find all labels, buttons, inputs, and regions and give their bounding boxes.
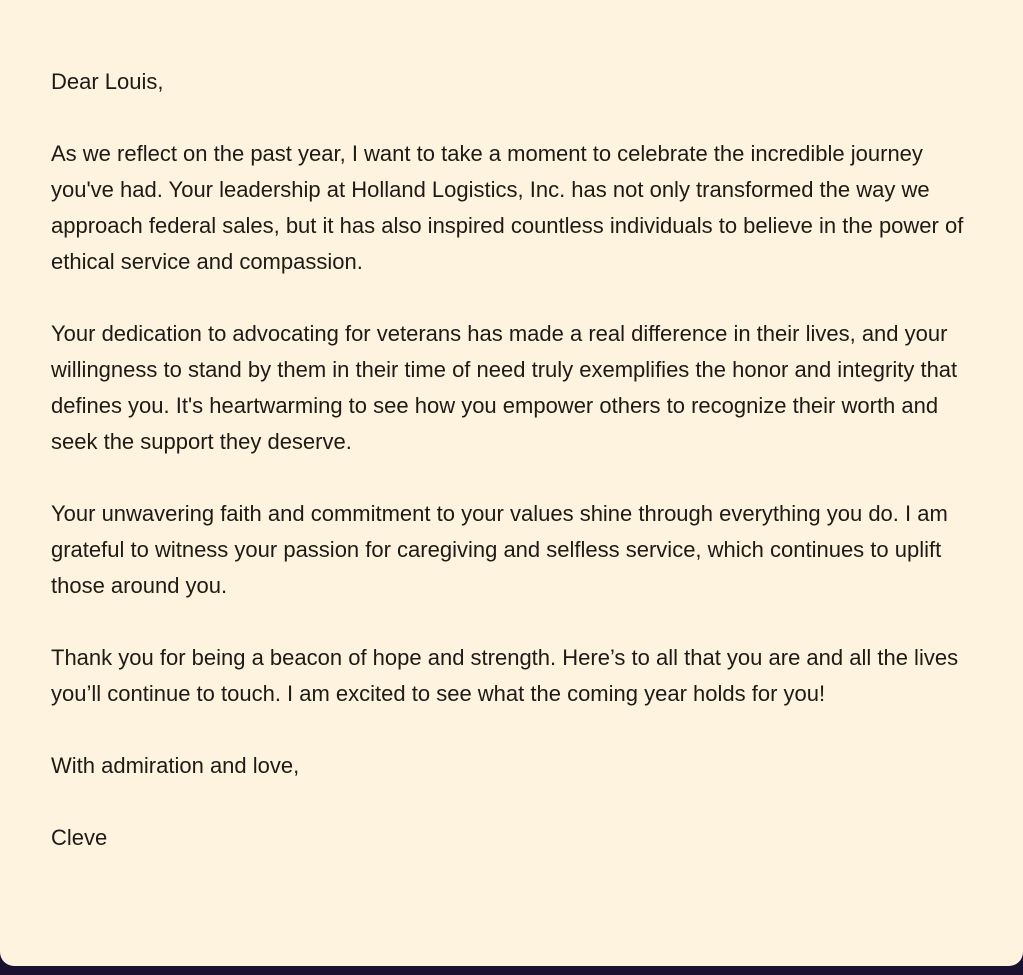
letter-salutation: Dear Louis, bbox=[51, 69, 164, 94]
letter-closing: With admiration and love, bbox=[51, 753, 300, 778]
letter-paragraph-1: As we reflect on the past year, I want to take a moment to celebrate the incredible journey you've had. Your leadership at Holland Logistics, Inc. has not only transformed the way we approach federal sales, but it has also inspired countless individuals to believe in the power of ethical service and compassion. bbox=[51, 141, 964, 274]
letter-paragraph-4: Thank you for being a beacon of hope and strength. Here’s to all that you are and all the lives you’ll continue to touch. I am excited to see what the coming year holds for you! bbox=[51, 645, 959, 706]
letter-paragraph-3: Your unwavering faith and commitment to your values shine through everything you do. I am grateful to witness your passion for caregiving and selfless service, which continues to uplift those around you. bbox=[51, 501, 948, 598]
letter-signature: Cleve bbox=[51, 825, 108, 850]
letter-paragraph-2: Your dedication to advocating for veterans has made a real difference in their lives, and your willingness to stand by them in their time of need truly exemplifies the honor and integrity that defines you. It's heartwarming to see how you empower others to recognize their worth and seek the support they deserve. bbox=[51, 321, 958, 454]
